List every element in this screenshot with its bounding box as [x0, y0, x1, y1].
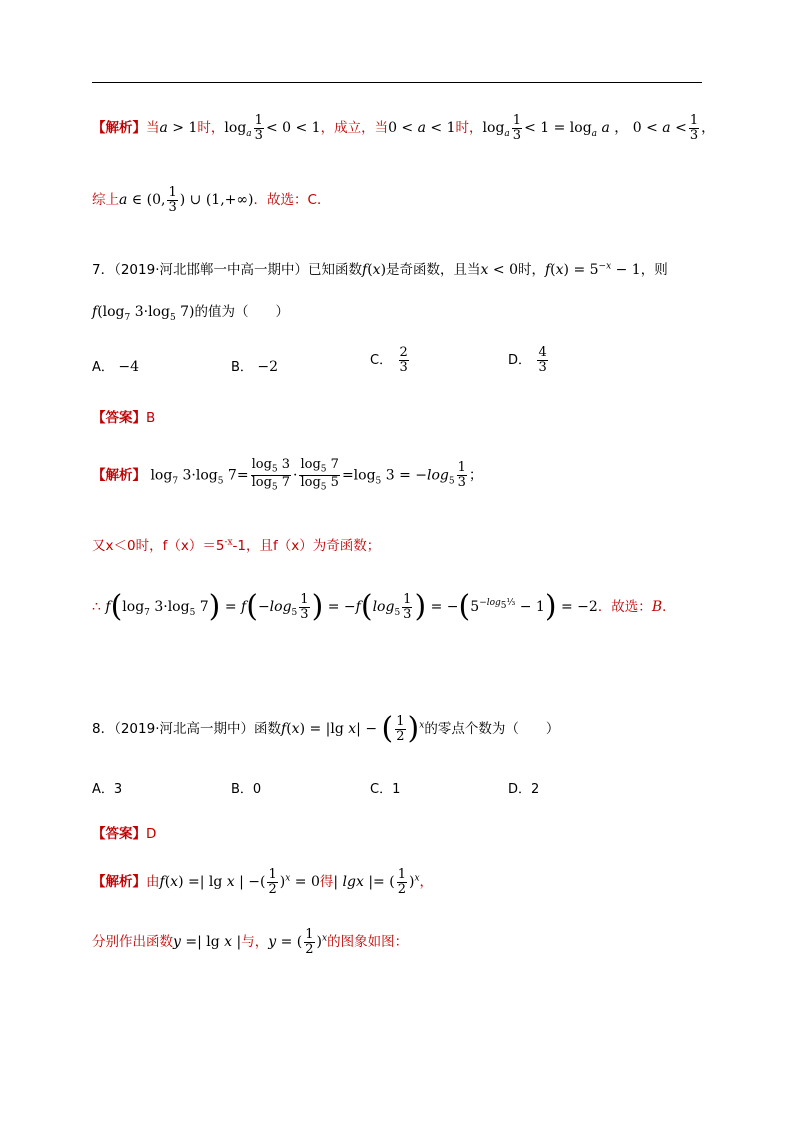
q8-option-d: D．2 — [508, 782, 540, 797]
q6-analysis-line: 【解析】当a > 1时，$\log_a$ $\frac{1}{3}$ < 0 < 1，成立，当0 < a < 1时，$\log_a$ $\frac{1}{3}$ < $1 = \log_a a$ ， 0 < a < $\frac{1}{3}$ ， — [92, 113, 716, 143]
q8-option-a: A．3 — [92, 782, 123, 797]
q8-graph-line: 分别作出函数y =| lg x |与，y = ( $\frac{1}{2}$ )$^x$的图象如图： — [92, 927, 409, 957]
q7-answer: 【答案】B — [92, 410, 156, 426]
q7-analysis-line3: ∴ $f(\log_7$ $3\cdot\log_5$ $7) = f(-\log_5$ $\frac{1}{3}$ ) = $-f(\log_5$ $\frac{1}{3}$ ) = $-(5^{-log_5\frac{1}{3}} - 1) = -2$．故选：B． — [92, 589, 676, 624]
q7-stem: 7．（2019·河北邯郸一中高一期中）已知函数f(x)是奇函数，且当x < 0时，$f(x) = 5^{-x} - 1$，则 — [92, 261, 668, 278]
q7-analysis: 【解析】 $\log_7 3\cdot\log_5$ 7= $\frac{\log_5 3}{\log_5 7}$ · $\frac{\log_5 7}{\log_5 5}$ $=\log_5$ $3 = -\log_5$ $\frac{1}{3}$ ； — [92, 457, 483, 493]
q8-answer: 【答案】D — [92, 826, 157, 842]
q7-option-c: C． $\frac{2}{3}$ — [370, 345, 408, 375]
q8-option-c: C．1 — [370, 782, 401, 797]
q7-option-a: A． −4 — [92, 359, 139, 375]
q7-option-d: D． $\frac{4}{3}$ — [508, 345, 547, 375]
q8-analysis: 【解析】由f(x) =| lg x | −( $\frac{1}{2}$ )$^x$ = 0得| lgx |= ( $\frac{1}{2}$ )$^x$， — [92, 867, 434, 897]
q8-stem: 8．（2019·河北高一期中）函数f(x) = |lg x| − ( $\frac{1}{2}$ )$^x$的零点个数为（ ） — [92, 711, 560, 746]
q7-option-b: B． −2 — [231, 359, 279, 375]
header-rule — [92, 82, 702, 83]
q8-option-b: B．0 — [231, 782, 262, 797]
q6-conclusion-line: 综上a ∈ (0, $\frac{1}{3}$ ) ∪ (1,+∞)．故选：C． — [92, 185, 331, 215]
q7-stem-line2: $f(\log_7$ $3\cdot\log_5$ 7)的值为（ ） — [92, 304, 290, 323]
q7-analysis-line2: 又x＜0时，$f(x)=5^{-x}-1$，且f（x）为奇函数； — [92, 537, 381, 554]
